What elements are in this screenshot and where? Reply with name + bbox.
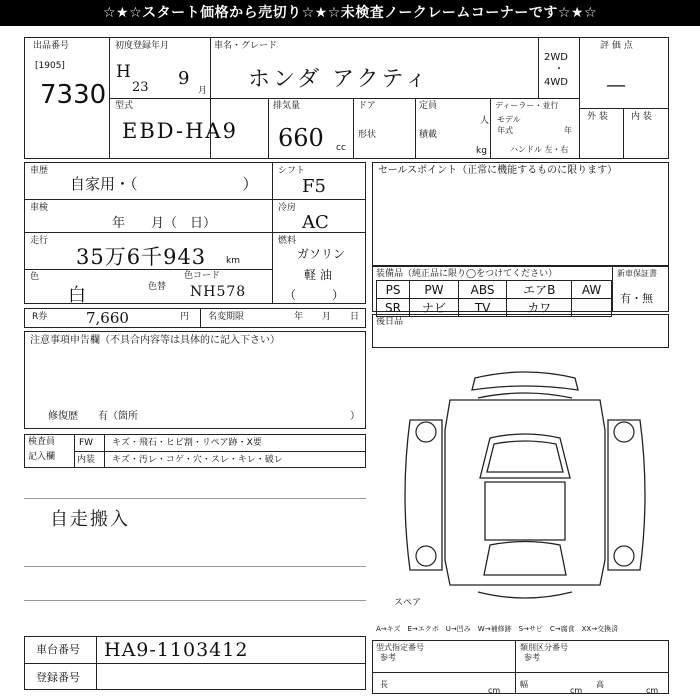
wheel-rear-left <box>416 546 436 566</box>
roof-top-outline <box>472 372 578 390</box>
color-code: NH578 <box>190 284 247 300</box>
wheel-front-left <box>416 422 436 442</box>
spec-length-unit: cm <box>488 686 501 695</box>
repair-history: 修復歴 有（箇所 <box>48 411 138 422</box>
warranty-value: 有・無 <box>620 292 653 305</box>
score-label: 評 価 点 <box>600 41 633 51</box>
drive-4wd: 4WD <box>544 77 568 88</box>
model-year-unit: 年 <box>564 126 572 135</box>
color-tone-label: 色替 <box>148 282 167 292</box>
recycle-value: 7,660 <box>86 309 129 327</box>
top-banner: ☆★☆スタート価格から売切り☆★☆未検査ノークレームコーナーです☆★☆ <box>0 0 700 26</box>
chassis-value: HA9-1103412 <box>104 639 249 661</box>
model-year-label2: 年式 <box>497 126 513 135</box>
chassis-label: 車台番号 <box>36 643 80 656</box>
ac-label: 冷房 <box>278 203 297 213</box>
displacement-label: 排気量 <box>273 101 301 111</box>
spec-width: 幅 <box>520 680 528 689</box>
color-value: 白 <box>68 285 86 306</box>
first-reg-label: 初度登録年月 <box>115 41 170 51</box>
model-value: EBD-HA9 <box>122 119 238 143</box>
mileage-label: 走行 <box>30 236 49 246</box>
dealer-label: ディーラー・並行 <box>495 101 559 110</box>
fuel-paren: （ ） <box>284 288 345 302</box>
after-block <box>372 314 669 348</box>
model-label: 型式 <box>115 101 134 111</box>
drive-2wd: 2WD <box>544 52 568 63</box>
spec-height-unit: cm <box>646 686 659 695</box>
color-code-label: 色コード <box>184 271 221 281</box>
equip-pw: PW <box>410 281 459 299</box>
front-bumper-outline <box>478 393 572 398</box>
recycle-row <box>24 308 366 328</box>
equip-abs: ABS <box>458 281 506 299</box>
ac-value: AC <box>302 212 329 233</box>
form-number-sub: 参考 <box>380 653 396 662</box>
color-label: 色 <box>30 272 40 282</box>
score-value: — <box>606 72 626 96</box>
name-change-label: 名変期限 <box>208 312 245 322</box>
inspector-in-text: キズ・汚レ・コゲ・穴・スレ・キレ・破レ <box>112 455 283 465</box>
shape-label: 形状 <box>358 130 377 140</box>
door-label: ドア <box>358 101 376 111</box>
model-year-label1: モデル <box>497 115 521 124</box>
body-outline <box>445 400 605 585</box>
inspector-fw: FW <box>79 438 94 448</box>
inspector-in: 内装 <box>77 455 96 465</box>
repair-close: ） <box>350 411 360 422</box>
registration-label: 登録番号 <box>36 671 80 684</box>
name-change-day: 日 <box>350 312 360 322</box>
form-number-label: 型式指定番号 <box>376 643 424 652</box>
car-diagram <box>390 360 660 610</box>
after-label: 後日品 <box>376 317 404 327</box>
equip-aw: AW <box>572 281 612 299</box>
warranty-label: 新車保証書 <box>617 269 657 278</box>
mileage-value: 35万6千943 <box>76 245 207 269</box>
fuel-label: 燃料 <box>278 236 297 246</box>
history-value: 自家用・（ ） <box>70 175 258 193</box>
interior-label: 内 装 <box>631 112 652 122</box>
sales-label: セールスポイント（正常に機能するものに限ります） <box>378 165 618 176</box>
inspection-label: 車検 <box>30 203 49 213</box>
capacity-unit: 人 <box>480 116 490 126</box>
first-reg-month: 9 <box>178 68 190 89</box>
shift-value: F5 <box>302 176 326 197</box>
name-change-month: 月 <box>322 312 332 322</box>
sales-block <box>372 162 669 266</box>
class-number-sub: 参考 <box>524 653 540 662</box>
first-reg-month-unit: 月 <box>198 86 208 96</box>
inspector-label1: 検査員 <box>28 437 56 447</box>
notes-label: 注意事項申告欄（不具合内容等は具体的に記入下さい） <box>30 335 280 346</box>
class-number-label: 類別区分番号 <box>520 643 568 652</box>
recycle-unit: 円 <box>180 312 190 322</box>
fuel-gas: ガソリン <box>297 247 346 261</box>
wheel-front-right <box>614 422 634 442</box>
equip-ps: PS <box>377 281 410 299</box>
spec-length: 長 <box>380 680 388 689</box>
inspector-label2: 記入欄 <box>28 452 56 462</box>
spec-width-unit: cm <box>570 686 583 695</box>
inspector-fw-text: キズ・飛石・ヒビ割・リペア跡・X要 <box>112 438 262 448</box>
equip-table <box>376 280 612 317</box>
equip-label: 装備品（純正品に限り◯をつけてください） <box>376 269 558 279</box>
load-label: 積載 <box>419 130 438 140</box>
damage-legend: A→キズ E→エクボ U→凹み W→補修跡 S→サビ C→腐食 XX→交換済 <box>376 625 619 633</box>
car-name-value: ホンダ アクティ <box>248 67 430 92</box>
windshield-outline <box>487 441 563 472</box>
equip-sr: SR <box>377 299 410 317</box>
rear-cab-outline <box>484 542 566 576</box>
bed-outline <box>485 482 565 540</box>
handwritten-note: 自走搬入 <box>50 509 130 530</box>
handle-label: ハンドル 左・右 <box>510 145 569 154</box>
lot-sub: [1905] <box>35 61 65 71</box>
recycle-label: R券 <box>32 312 48 322</box>
first-reg-year: 23 <box>132 80 149 95</box>
displacement-unit: cc <box>336 143 346 153</box>
shift-label: シフト <box>278 166 306 176</box>
equip-leather: カワ <box>507 299 572 317</box>
displacement-value: 660 <box>278 124 324 152</box>
spare-label: スペア <box>394 598 422 608</box>
spec-height: 高 <box>596 680 604 689</box>
equip-navi: ナビ <box>410 299 459 317</box>
load-unit: kg <box>476 146 487 156</box>
equip-tv: TV <box>458 299 506 317</box>
exterior-label: 外 装 <box>587 112 608 122</box>
equip-airbag: エアB <box>507 281 572 299</box>
lot-number: 7330 <box>40 80 107 110</box>
history-label: 車歴 <box>30 166 49 176</box>
first-reg-era: H <box>116 62 131 82</box>
fuel-diesel: 軽 油 <box>304 268 332 282</box>
rear-bumper-outline <box>478 592 572 598</box>
mileage-unit: km <box>226 256 240 266</box>
drive-dot: ・ <box>554 64 564 75</box>
wheel-rear-right <box>614 546 634 566</box>
inspection-value: 年 月（ 日） <box>112 216 217 231</box>
car-name-label: 車名・グレード <box>214 41 278 51</box>
lot-label: 出品番号 <box>33 41 70 51</box>
name-change-year: 年 <box>294 312 304 322</box>
capacity-label: 定員 <box>419 101 438 111</box>
